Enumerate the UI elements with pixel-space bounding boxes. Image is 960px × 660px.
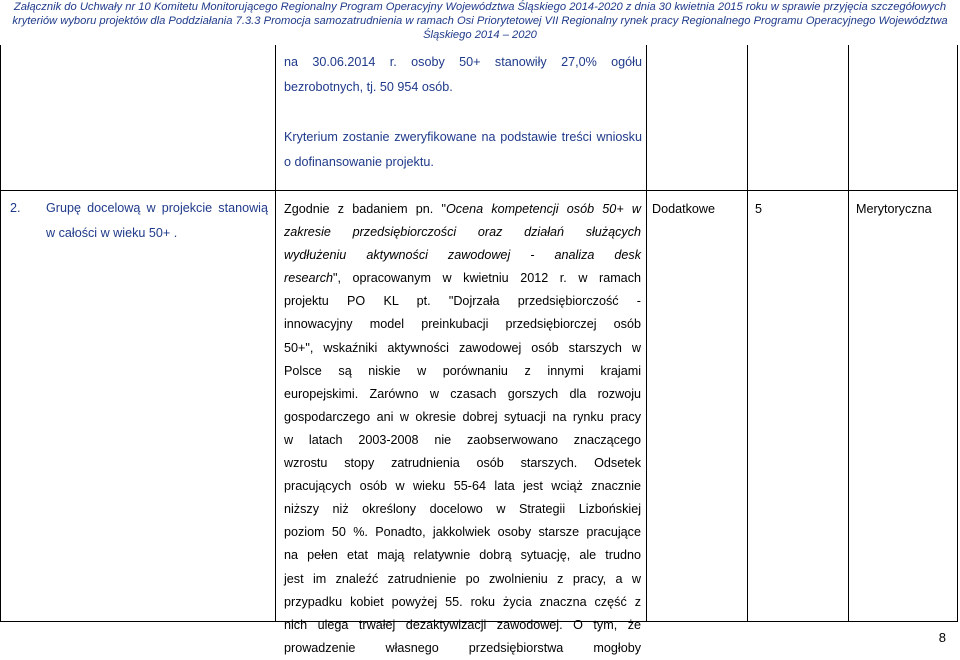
description-line: zakresie przedsiębiorczości oraz działań służących xyxy=(284,225,641,240)
criterion-number: 2. xyxy=(10,201,21,215)
description-line: pracujących osób w wieku 55-64 lata jest wciąż znacznie xyxy=(284,479,641,494)
description-line: Polsce są niskie w porównaniu z innymi krajami xyxy=(284,363,641,378)
criterion-type: Dodatkowe xyxy=(652,202,716,216)
table-border-col4 xyxy=(848,45,849,622)
description-line: nich ulega trwałej dezaktywizacji zawodowej. O tym, że xyxy=(284,617,641,632)
description-line: europejskimi. Zarówno w czasach gorszych dla rozwoju xyxy=(284,386,641,401)
description-line: wydłużeniu aktywności zawodowej - analiza desk xyxy=(284,248,641,263)
header-line-1: Załącznik do Uchwały nr 10 Komitetu Monitorującego Regionalny Program Operacyjny Województwa Śląskiego 2014-2020 z dnia 30 kwietnia 2015 roku w sprawie przyjęcia szczegółowych xyxy=(13,1,947,13)
header-line-2: kryteriów wyboru projektów dla Poddziałania 7.3.3 Promocja samozatrudnienia w ramach Osi Priorytetowej VII Regionalny rynek pracy Regionalnego Programu Operacyjnego Województwa xyxy=(12,15,948,27)
criterion-description xyxy=(284,198,641,660)
description-line: w latach 2003-2008 nie zaobserwowano znaczącego xyxy=(284,432,641,447)
description-line: poziom 50 %. Ponadto, jakkolwiek osoby starsze pracujące xyxy=(284,525,641,540)
description-line: 50+", wskaźniki aktywności zawodowej osób starszych w xyxy=(284,340,641,355)
header-line-3: Śląskiego 2014 – 2020 xyxy=(423,29,537,41)
description-line: gospodarczego ani w okresie dobrej sytuacji na rynku pracy xyxy=(284,409,641,424)
previous-row-paragraph-2: Kryterium zostanie zweryfikowane na podstawie treści wniosku o dofinansowanie projektu. xyxy=(284,130,642,169)
table-border-col2 xyxy=(646,45,647,622)
description-line: prowadzenie własnego przedsiębiorstwa mogłoby xyxy=(284,640,641,655)
description-line: research", opracowanym w kwietniu 2012 r. w ramach xyxy=(284,271,641,286)
description-line: jest im znaleźć zatrudnienie po zwolnieniu z pracy, a w xyxy=(284,571,641,586)
table-border-col3 xyxy=(747,45,748,622)
description-line: innowacyjny model preinkubacji przedsiębiorczej osób xyxy=(284,317,641,332)
table-row-separator xyxy=(0,190,958,191)
description-line: niższy niż określony docelowo w Strategii Lizbońskiej xyxy=(284,502,641,517)
table-border-left xyxy=(0,45,1,622)
document-header xyxy=(0,0,960,42)
table-border-col1 xyxy=(275,45,276,622)
previous-row-description xyxy=(284,50,642,175)
description-line: przypadku kobiet powyżej 55. roku życia znaczna część z xyxy=(284,594,641,609)
criterion-name: Grupę docelową w projekcie stanowią w całości w wieku 50+ . xyxy=(46,201,268,240)
page-number: 8 xyxy=(938,630,946,645)
description-line: na pełen etat mają relatywnie dobrą sytuację, ale trudno xyxy=(284,548,641,563)
description-line: projektu PO KL pt. "Dojrzała przedsiębiorczość - xyxy=(284,294,641,309)
criterion-points: 5 xyxy=(755,202,763,216)
description-line: Zgodnie z badaniem pn. "Ocena kompetencji osób 50+ w xyxy=(284,202,641,216)
previous-row-paragraph-1: na 30.06.2014 r. osoby 50+ stanowiły 27,0% ogółu bezrobotnych, tj. 50 954 osób. xyxy=(284,55,642,94)
criterion-category: Merytoryczna xyxy=(856,202,932,216)
table-border-right xyxy=(957,45,958,622)
description-line: wzrostu stopy zatrudnienia osób starszych. Odsetek xyxy=(284,456,641,471)
